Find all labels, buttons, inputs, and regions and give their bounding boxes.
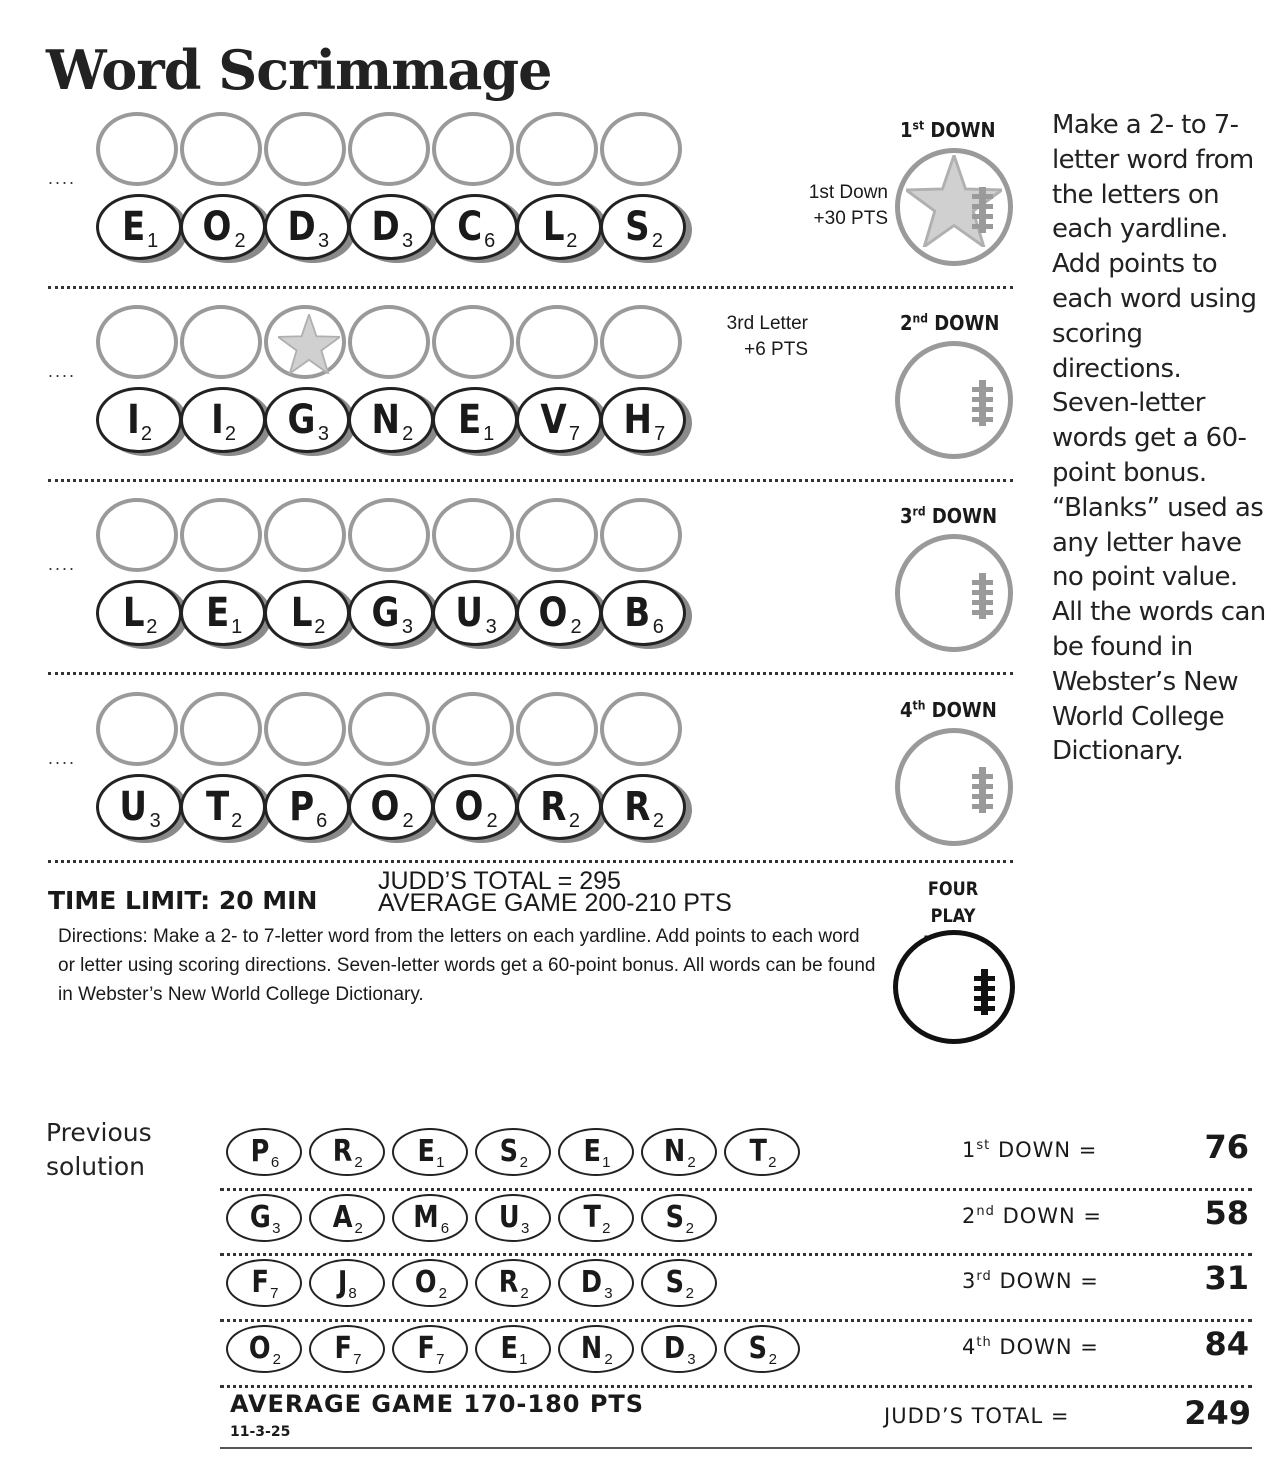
down-number: 1 bbox=[900, 118, 913, 142]
tile-letter: E bbox=[457, 397, 482, 443]
solution-tile-letter: P bbox=[250, 1134, 270, 1169]
tile-points: 1 bbox=[231, 615, 243, 638]
solution-down-score: 76 bbox=[1204, 1128, 1249, 1166]
football-laces-icon bbox=[972, 573, 994, 619]
solution-tile-letter: E bbox=[417, 1134, 435, 1169]
solution-row-3 bbox=[220, 1255, 1255, 1315]
solution-tile bbox=[226, 1128, 302, 1176]
answer-slot-7[interactable] bbox=[600, 112, 682, 186]
solution-tile bbox=[641, 1259, 717, 1307]
solution-down-number: 2 bbox=[962, 1204, 977, 1228]
solution-tile-letter: S bbox=[665, 1200, 685, 1235]
yardline-divider bbox=[48, 286, 1013, 289]
solution-down-label bbox=[962, 1269, 1099, 1293]
solution-tile-letter: S bbox=[748, 1331, 768, 1366]
solution-down-word: DOWN = bbox=[997, 1138, 1098, 1162]
tile-points: 2 bbox=[652, 809, 664, 832]
previous-label-line-1: Previous bbox=[46, 1118, 152, 1147]
solution-down-number: 4 bbox=[962, 1335, 977, 1359]
tile-letter: R bbox=[540, 784, 567, 830]
tile-letter: U bbox=[455, 590, 484, 636]
tile-letter: E bbox=[121, 204, 146, 250]
down-suffix: st bbox=[912, 118, 925, 133]
solution-down-number: 1 bbox=[962, 1138, 977, 1162]
solution-divider bbox=[220, 1253, 1252, 1256]
tile-points: 3 bbox=[317, 422, 329, 445]
down-label bbox=[900, 698, 997, 722]
solution-tile-points: 2 bbox=[687, 1153, 696, 1171]
solution-tile-points: 3 bbox=[687, 1350, 696, 1368]
tile-points: 2 bbox=[486, 809, 498, 832]
tile-letter: G bbox=[287, 397, 316, 443]
tile-points: 2 bbox=[140, 422, 152, 445]
down-label bbox=[900, 118, 996, 142]
letter-tile[interactable] bbox=[180, 774, 266, 840]
down-number: 3 bbox=[900, 504, 913, 528]
solution-tile bbox=[309, 1194, 385, 1242]
tile-points: 2 bbox=[234, 229, 246, 252]
letter-tile[interactable] bbox=[600, 580, 686, 646]
solution-tile-letter: S bbox=[499, 1134, 519, 1169]
solution-tile-points: 2 bbox=[354, 1219, 363, 1237]
football-laces-icon bbox=[972, 380, 994, 426]
solution-tile bbox=[558, 1128, 634, 1176]
answer-slot-2[interactable] bbox=[180, 112, 262, 186]
time-limit: TIME LIMIT: 20 MIN bbox=[48, 886, 318, 915]
solution-tile-letter: E bbox=[500, 1331, 518, 1366]
tile-letter: C bbox=[456, 204, 482, 250]
tile-points: 2 bbox=[402, 422, 414, 445]
solution-divider bbox=[220, 1188, 1252, 1191]
answer-slot-5[interactable] bbox=[432, 112, 514, 186]
down-suffix: rd bbox=[912, 504, 926, 519]
letter-tile[interactable] bbox=[348, 580, 434, 646]
solution-down-score: 84 bbox=[1204, 1325, 1249, 1363]
letter-tile[interactable] bbox=[264, 774, 350, 840]
solution-tile bbox=[226, 1325, 302, 1373]
solution-tile-letter: J bbox=[338, 1265, 348, 1300]
tile-letter: O bbox=[454, 784, 484, 830]
solution-tile-points: 2 bbox=[685, 1284, 694, 1302]
bonus-line: +30 PTS bbox=[813, 208, 888, 229]
solution-tile-letter: F bbox=[417, 1331, 435, 1366]
letter-tile[interactable] bbox=[96, 387, 182, 453]
solution-tile bbox=[226, 1259, 302, 1307]
average-game-line: AVERAGE GAME 200-210 PTS bbox=[378, 889, 732, 917]
answer-slot-4[interactable] bbox=[348, 498, 430, 572]
tile-points: 6 bbox=[652, 615, 664, 638]
solution-tile-letter: A bbox=[332, 1200, 353, 1235]
four-play-total-ball[interactable] bbox=[893, 930, 1015, 1044]
letter-tile[interactable] bbox=[348, 774, 434, 840]
tile-letter: D bbox=[287, 204, 316, 250]
solution-tile-letter: S bbox=[665, 1265, 685, 1300]
yardline-dots: .... bbox=[48, 554, 77, 574]
solution-tile-letter: O bbox=[414, 1265, 437, 1300]
answer-slot-2[interactable] bbox=[180, 305, 262, 379]
judd-total-and-average bbox=[378, 867, 732, 917]
solution-down-suffix: nd bbox=[976, 1204, 995, 1219]
tile-points: 2 bbox=[402, 809, 414, 832]
letter-tile[interactable] bbox=[432, 774, 518, 840]
tile-letter: B bbox=[624, 590, 651, 636]
tile-letter: V bbox=[540, 397, 567, 443]
answer-slot-3[interactable] bbox=[264, 305, 346, 379]
solution-tile-points: 2 bbox=[519, 1153, 528, 1171]
tile-points: 7 bbox=[654, 422, 666, 445]
solution-tile bbox=[724, 1128, 800, 1176]
answer-slot-5[interactable] bbox=[432, 692, 514, 766]
solution-tile-letter: N bbox=[664, 1134, 686, 1169]
solution-tile bbox=[392, 1259, 468, 1307]
down-number: 4 bbox=[900, 698, 913, 722]
down-score-ball[interactable] bbox=[895, 341, 1013, 459]
letter-tile[interactable] bbox=[96, 580, 182, 646]
judd-total-label: JUDD’S TOTAL = bbox=[884, 1404, 1070, 1428]
solution-tile bbox=[475, 1325, 551, 1373]
puzzle-title: Word Scrimmage bbox=[46, 38, 552, 102]
letter-tile[interactable] bbox=[516, 580, 602, 646]
down-row-2 bbox=[0, 305, 1040, 495]
tile-letter: R bbox=[624, 784, 651, 830]
letter-tile[interactable] bbox=[516, 387, 602, 453]
tile-points: 3 bbox=[318, 229, 330, 252]
football-laces-icon bbox=[974, 969, 996, 1015]
bonus-line: 1st Down bbox=[808, 182, 888, 203]
answer-slot-3[interactable] bbox=[264, 692, 346, 766]
solution-tile bbox=[558, 1325, 634, 1373]
solution-row-1 bbox=[220, 1124, 1255, 1184]
solution-tile-letter: D bbox=[581, 1265, 603, 1300]
solution-tile bbox=[641, 1128, 717, 1176]
solution-tile-points: 2 bbox=[685, 1219, 694, 1237]
solution-tile-points: 2 bbox=[768, 1350, 777, 1368]
answer-slot-7[interactable] bbox=[600, 498, 682, 572]
previous-solution-label bbox=[46, 1116, 152, 1184]
solution-tile-letter: R bbox=[332, 1134, 353, 1169]
tile-letter: U bbox=[119, 784, 148, 830]
down-suffix: nd bbox=[912, 311, 928, 326]
down-label bbox=[900, 504, 997, 528]
answer-slot-3[interactable] bbox=[264, 112, 346, 186]
letter-tile[interactable] bbox=[96, 774, 182, 840]
tile-letter: O bbox=[202, 204, 232, 250]
solution-tile-points: 3 bbox=[604, 1284, 613, 1302]
solution-divider bbox=[220, 1385, 1252, 1388]
tile-letter: T bbox=[205, 784, 230, 830]
down-score-ball[interactable] bbox=[895, 728, 1013, 846]
letter-tile[interactable] bbox=[180, 387, 266, 453]
down-word: DOWN bbox=[931, 698, 997, 722]
directions-text: Directions: Make a 2- to 7-letter word from the letters on each yardline. Add points to each word or letter using scoring directions. Seven-letter words get a 60-point bonus. All words can be found in Webster’s New World College Dictionary. bbox=[58, 926, 876, 1005]
solution-tile bbox=[309, 1128, 385, 1176]
solution-tile-points: 6 bbox=[440, 1219, 450, 1237]
tile-points: 2 bbox=[224, 422, 236, 445]
tile-letter: N bbox=[371, 397, 400, 443]
tile-letter: E bbox=[205, 590, 230, 636]
letter-tile[interactable] bbox=[264, 194, 350, 260]
down-word: DOWN bbox=[931, 504, 998, 528]
football-laces-icon bbox=[972, 767, 994, 813]
solution-tile bbox=[309, 1325, 385, 1373]
solution-down-score: 31 bbox=[1204, 1259, 1249, 1297]
answer-slot-5[interactable] bbox=[432, 305, 514, 379]
solution-tile-points: 1 bbox=[436, 1153, 445, 1171]
solution-tile-points: 7 bbox=[353, 1350, 362, 1368]
tile-points: 3 bbox=[401, 615, 413, 638]
tile-points: 1 bbox=[483, 422, 495, 445]
tile-letter: S bbox=[625, 204, 650, 250]
previous-date: 11-3-25 bbox=[230, 1424, 291, 1440]
solution-tile-points: 2 bbox=[438, 1284, 447, 1302]
solution-tile-points: 3 bbox=[272, 1219, 281, 1237]
answer-slot-6[interactable] bbox=[516, 498, 598, 572]
solution-tile bbox=[392, 1194, 468, 1242]
down-row-3 bbox=[0, 498, 1040, 688]
solution-down-word: DOWN = bbox=[999, 1269, 1099, 1293]
solution-down-suffix: th bbox=[976, 1335, 992, 1350]
letter-tile[interactable] bbox=[432, 580, 518, 646]
tile-points: 1 bbox=[147, 229, 159, 252]
answer-slot-1[interactable] bbox=[96, 305, 178, 379]
solution-tile-letter: T bbox=[583, 1200, 601, 1235]
solution-tile bbox=[641, 1325, 717, 1373]
solution-tile-letter: N bbox=[581, 1331, 603, 1366]
solution-row-4 bbox=[220, 1321, 1255, 1381]
letter-tile[interactable] bbox=[432, 387, 518, 453]
solution-tile-points: 2 bbox=[272, 1350, 281, 1368]
tile-letter: O bbox=[538, 590, 568, 636]
solution-down-label bbox=[962, 1204, 1102, 1228]
bottom-rule bbox=[220, 1447, 1252, 1449]
down-word: DOWN bbox=[930, 118, 996, 142]
letter-tile[interactable] bbox=[96, 194, 182, 260]
solution-tile-letter: E bbox=[583, 1134, 601, 1169]
solution-tile-letter: O bbox=[248, 1331, 271, 1366]
solution-tile-points: 2 bbox=[768, 1153, 777, 1171]
answer-slot-4[interactable] bbox=[348, 692, 430, 766]
solution-tile bbox=[392, 1128, 468, 1176]
tile-letter: I bbox=[211, 397, 224, 443]
judd-total-line: JUDD’S TOTAL = 295 bbox=[378, 867, 621, 895]
solution-down-word: DOWN = bbox=[1002, 1204, 1103, 1228]
tile-letter: G bbox=[371, 590, 400, 636]
answer-slot-4[interactable] bbox=[348, 305, 430, 379]
previous-average-game: AVERAGE GAME 170-180 PTS bbox=[230, 1390, 645, 1418]
tile-points: 3 bbox=[402, 229, 414, 252]
yardline-divider bbox=[48, 672, 1013, 675]
tile-points: 2 bbox=[570, 615, 582, 638]
solution-tile bbox=[475, 1194, 551, 1242]
down-score-ball[interactable] bbox=[895, 148, 1013, 266]
solution-tile-letter: G bbox=[249, 1200, 271, 1235]
solution-tile bbox=[641, 1194, 717, 1242]
yardline-dots: .... bbox=[48, 168, 77, 188]
bonus-line: 3rd Letter bbox=[726, 313, 808, 334]
bonus-text bbox=[770, 180, 888, 232]
yardline-divider bbox=[48, 479, 1013, 482]
tile-points: 6 bbox=[484, 229, 496, 252]
solution-tile-letter: T bbox=[749, 1134, 767, 1169]
tile-letter: L bbox=[542, 204, 565, 250]
tile-points: 2 bbox=[651, 229, 663, 252]
solution-tile bbox=[475, 1259, 551, 1307]
solution-tile bbox=[309, 1259, 385, 1307]
solution-tile-points: 2 bbox=[354, 1153, 363, 1171]
letter-tile[interactable] bbox=[180, 580, 266, 646]
solution-tile-letter: R bbox=[498, 1265, 519, 1300]
football-laces-icon bbox=[972, 187, 994, 233]
solution-tile-points: 7 bbox=[436, 1350, 445, 1368]
solution-down-suffix: st bbox=[976, 1138, 991, 1153]
answer-slot-4[interactable] bbox=[348, 112, 430, 186]
answer-slot-6[interactable] bbox=[516, 305, 598, 379]
letter-tile[interactable] bbox=[348, 194, 434, 260]
tile-points: 6 bbox=[316, 809, 328, 832]
solution-down-word: DOWN = bbox=[999, 1335, 1099, 1359]
letter-tile[interactable] bbox=[600, 774, 686, 840]
tile-points: 2 bbox=[566, 229, 578, 252]
four-play-line-1: FOUR PLAY bbox=[927, 878, 979, 927]
tile-letter: L bbox=[290, 590, 313, 636]
down-row-4 bbox=[0, 692, 1040, 882]
solution-tile-points: 2 bbox=[520, 1284, 529, 1302]
tile-points: 2 bbox=[314, 615, 326, 638]
tile-letter: L bbox=[122, 590, 145, 636]
solution-tile-letter: U bbox=[498, 1200, 520, 1235]
yardline-dots: .... bbox=[48, 361, 77, 381]
tile-points: 2 bbox=[146, 615, 158, 638]
answer-slot-1[interactable] bbox=[96, 498, 178, 572]
tile-letter: O bbox=[370, 784, 400, 830]
tile-letter: P bbox=[288, 784, 314, 830]
answer-slot-1[interactable] bbox=[96, 692, 178, 766]
solution-down-label bbox=[962, 1138, 1097, 1162]
bonus-line: +6 PTS bbox=[744, 339, 808, 360]
answer-slot-7[interactable] bbox=[600, 692, 682, 766]
previous-label-line-2: solution bbox=[46, 1152, 145, 1181]
answer-slot-2[interactable] bbox=[180, 498, 262, 572]
solution-tile bbox=[226, 1194, 302, 1242]
solution-tile-letter: F bbox=[251, 1265, 269, 1300]
solution-tile-points: 2 bbox=[602, 1219, 611, 1237]
answer-slot-1[interactable] bbox=[96, 112, 178, 186]
solution-tile bbox=[558, 1259, 634, 1307]
solution-tile-points: 2 bbox=[604, 1350, 613, 1368]
letter-tile[interactable] bbox=[264, 387, 350, 453]
answer-slot-6[interactable] bbox=[516, 692, 598, 766]
tile-points: 2 bbox=[231, 809, 243, 832]
solution-tile-points: 1 bbox=[602, 1153, 611, 1171]
solution-down-suffix: rd bbox=[976, 1269, 992, 1284]
solution-tile bbox=[724, 1325, 800, 1373]
answer-slot-7[interactable] bbox=[600, 305, 682, 379]
bonus-text bbox=[690, 311, 808, 363]
down-word: DOWN bbox=[934, 311, 1000, 335]
tile-points: 3 bbox=[149, 809, 161, 832]
yardline-dots: .... bbox=[48, 748, 77, 768]
tile-points: 7 bbox=[568, 422, 581, 445]
tile-letter: I bbox=[127, 397, 140, 443]
letter-tile[interactable] bbox=[180, 194, 266, 260]
tile-letter: H bbox=[623, 397, 652, 443]
solution-tile-points: 3 bbox=[521, 1219, 530, 1237]
tile-points: 2 bbox=[568, 809, 580, 832]
solution-tile-letter: F bbox=[334, 1331, 352, 1366]
down-number: 2 bbox=[900, 311, 913, 335]
down-row-1 bbox=[0, 112, 1040, 302]
solution-tile-letter: M bbox=[413, 1200, 439, 1235]
solution-row-2 bbox=[220, 1190, 1255, 1250]
answer-slot-5[interactable] bbox=[432, 498, 514, 572]
letter-tile[interactable] bbox=[600, 194, 686, 260]
tile-points: 3 bbox=[485, 615, 497, 638]
rules-text: Make a 2- to 7-letter word from the letters on each yardline. Add points to each word using scoring directions. Seven-letter words get a 60-point bonus. “Blanks” used as any letter have no point value. All the words can be found in Webster’s New World College Dictionary. bbox=[1052, 110, 1266, 767]
star-icon bbox=[278, 314, 340, 374]
yardline-divider bbox=[48, 860, 1013, 863]
letter-tile[interactable] bbox=[516, 194, 602, 260]
judd-total-score: 249 bbox=[1184, 1394, 1251, 1432]
tile-letter: D bbox=[371, 204, 400, 250]
letter-tile[interactable] bbox=[600, 387, 686, 453]
letter-tile[interactable] bbox=[516, 774, 602, 840]
solution-tile bbox=[475, 1128, 551, 1176]
solution-tile-letter: D bbox=[664, 1331, 686, 1366]
answer-slot-2[interactable] bbox=[180, 692, 262, 766]
solution-tile-points: 1 bbox=[519, 1350, 528, 1368]
solution-divider bbox=[220, 1319, 1252, 1322]
letter-tile[interactable] bbox=[348, 387, 434, 453]
solution-tile bbox=[392, 1325, 468, 1373]
solution-tile-points: 7 bbox=[270, 1284, 279, 1302]
letter-tile[interactable] bbox=[264, 580, 350, 646]
letter-tile[interactable] bbox=[432, 194, 518, 260]
down-label bbox=[900, 311, 999, 335]
solution-tile bbox=[558, 1194, 634, 1242]
solution-down-number: 3 bbox=[962, 1269, 977, 1293]
solution-tile-points: 8 bbox=[348, 1284, 357, 1302]
answer-slot-3[interactable] bbox=[264, 498, 346, 572]
solution-down-score: 58 bbox=[1204, 1194, 1249, 1232]
solution-tile-points: 6 bbox=[270, 1153, 280, 1171]
down-score-ball[interactable] bbox=[895, 534, 1013, 652]
down-suffix: th bbox=[912, 698, 926, 713]
answer-slot-6[interactable] bbox=[516, 112, 598, 186]
solution-down-label bbox=[962, 1335, 1099, 1359]
